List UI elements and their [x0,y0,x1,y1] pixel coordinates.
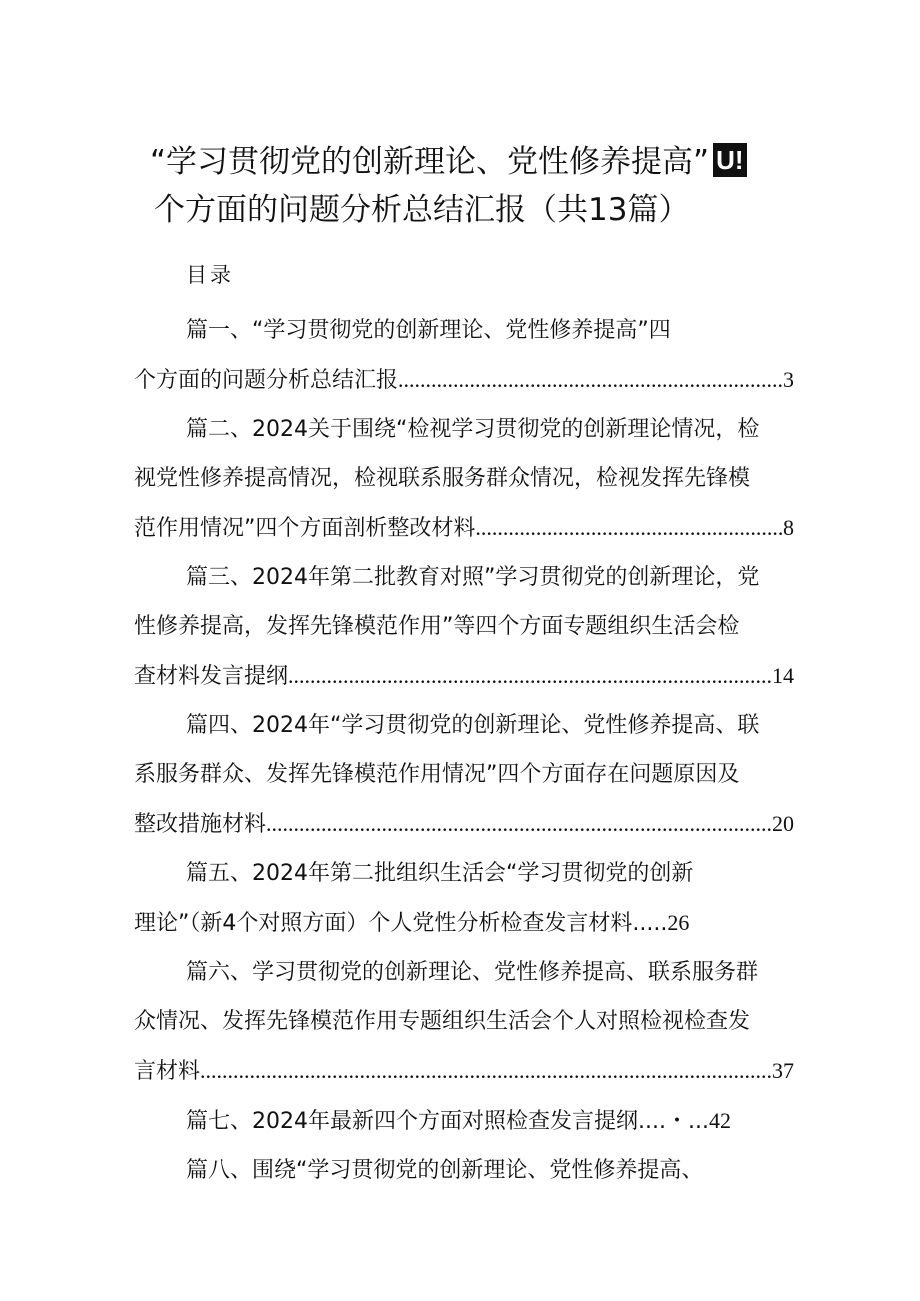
toc-entry-line: 篇一、“学习贯彻党的创新理论、党性修养提高”四 [186,318,671,343]
toc-page-number: 26 [667,910,690,935]
toc-entry-last-line [134,799,794,849]
toc-page-number: 8 [783,515,794,540]
toc-entry-last-line [134,1046,794,1096]
toc-heading: 目录 [186,263,234,287]
title-badge: U! [713,143,746,177]
toc-entry-text: 理论”（新4个对照方面）个人党性分析检查发言材料..... [134,911,668,936]
toc-entry-5[interactable] [134,849,794,948]
title-line-1-text: “学习贯彻党的创新理论、党性修养提高” [150,144,710,180]
toc-entry-line: 篇三、2024年第二批教育对照”学习贯彻党的创新理论，党 [186,565,760,590]
toc-entry-last-line [134,503,794,553]
toc-entry-line: 性修养提高，发挥先锋模范作用”等四个方面专题组织生活会检 [134,614,740,639]
toc-entry-1[interactable] [134,306,794,405]
toc-entry-line: 篇六、学习贯彻党的创新理论、党性修养提高、联系服务群 [186,960,759,985]
toc-entry-last-line [134,355,794,405]
toc-page-number: 20 [772,811,794,836]
toc-entry-line: 篇五、2024年第二批组织生活会“学习贯彻党的创新 [186,861,694,886]
toc-entry-last-line [134,898,794,948]
toc-entry-line: 众情况、发挥先锋模范作用专题组织生活会个人对照检视检查发 [134,1009,751,1034]
toc-entry-text: 言材料 [134,1059,201,1084]
toc-entry-line: 篇八、围绕“学习贯彻党的创新理论、党性修养提高、 [186,1158,704,1183]
toc-entry-last-line [134,1096,794,1146]
toc-page-number: 3 [783,367,794,392]
toc-entry-line: 篇四、2024年“学习贯彻党的创新理论、党性修养提高、联 [186,713,760,738]
toc-entry-8[interactable] [134,1146,794,1195]
toc-entry-6[interactable] [134,948,794,1096]
toc-page-number: 37 [772,1058,794,1083]
title-line-1 [150,138,800,186]
toc-entry-text: 范作用情况”四个方面剖析整改材料 [134,516,476,541]
toc-entry-7[interactable] [134,1096,794,1146]
toc-entry-text: 整改措施材料 [134,812,267,837]
toc-entry-4[interactable] [134,701,794,849]
toc-entry-text: 查材料发言提纲 [134,664,289,689]
toc-entry-line: 系服务群众、发挥先锋模范作用情况”四个方面存在问题原因及 [134,762,740,787]
toc-entry-line: 视党性修养提高情况，检视联系服务群众情况，检视发挥先锋模 [134,466,751,491]
dot-leader [200,1046,772,1095]
dot-leader [288,651,772,700]
toc-entry-2[interactable] [134,405,794,553]
toc-entry-text: 篇七、2024年最新四个方面对照检查发言提纲....・... [186,1109,709,1134]
toc-entry-line: 篇二、2024关于围绕“检视学习贯彻党的创新理论情况，检 [186,417,760,442]
toc-page-number: 14 [772,663,794,688]
document-title [150,138,800,234]
toc-entry-text: 个方面的问题分析总结汇报 [134,368,399,393]
toc-entry-3[interactable] [134,553,794,701]
dot-leader [266,799,772,848]
table-of-contents [134,306,794,1195]
title-line-2: 个方面的问题分析总结汇报（共13篇） [154,192,690,228]
dot-leader [398,355,783,404]
toc-page-number: 42 [708,1108,731,1133]
dot-leader [475,503,783,552]
toc-entry-last-line [134,651,794,701]
